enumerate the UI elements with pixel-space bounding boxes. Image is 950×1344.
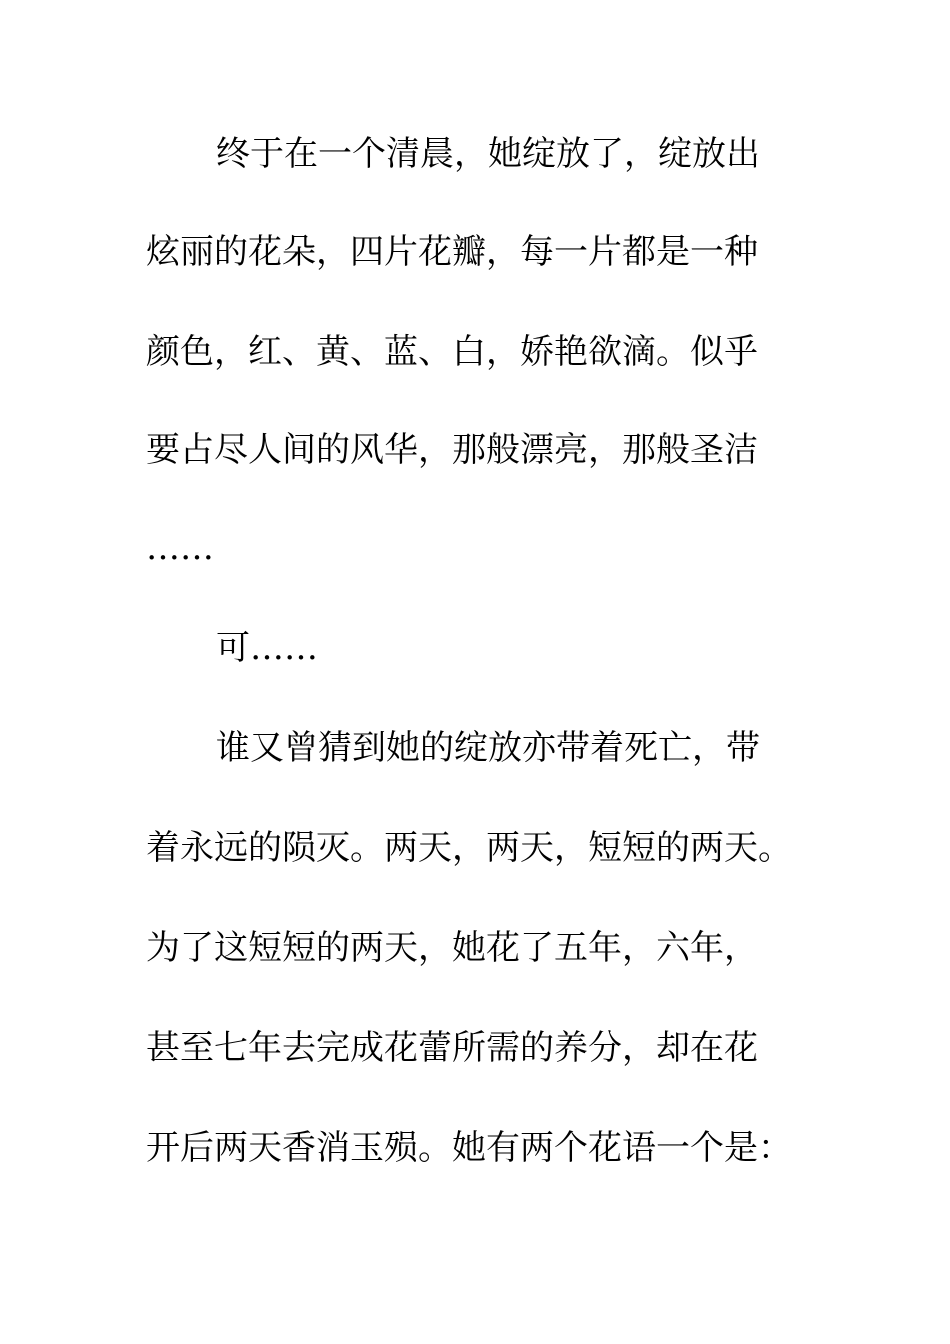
paragraph-3-line-2: 着永远的陨灭。两天，两天，短短的两天。 (146, 828, 792, 868)
paragraph-3-line-3: 为了这短短的两天，她花了五年，六年， (146, 928, 758, 968)
paragraph-1-line-1: 终于在一个清晨，她绽放了，绽放出 (216, 134, 760, 174)
paragraph-1-line-4: 要占尽人间的风华，那般漂亮，那般圣洁 (146, 430, 758, 470)
paragraph-1-line-3: 颜色，红、黄、蓝、白，娇艳欲滴。似乎 (146, 332, 758, 372)
paragraph-2-line-1: 可…… (216, 628, 318, 668)
paragraph-1-line-2: 炫丽的花朵，四片花瓣，每一片都是一种 (146, 232, 758, 272)
paragraph-1-line-5: …… (146, 528, 214, 568)
paragraph-3-line-1: 谁又曾猜到她的绽放亦带着死亡，带 (216, 728, 760, 768)
paragraph-3-line-4: 甚至七年去完成花蕾所需的养分，却在花 (146, 1028, 758, 1068)
paragraph-3-line-5: 开后两天香消玉殒。她有两个花语一个是： (146, 1128, 792, 1168)
